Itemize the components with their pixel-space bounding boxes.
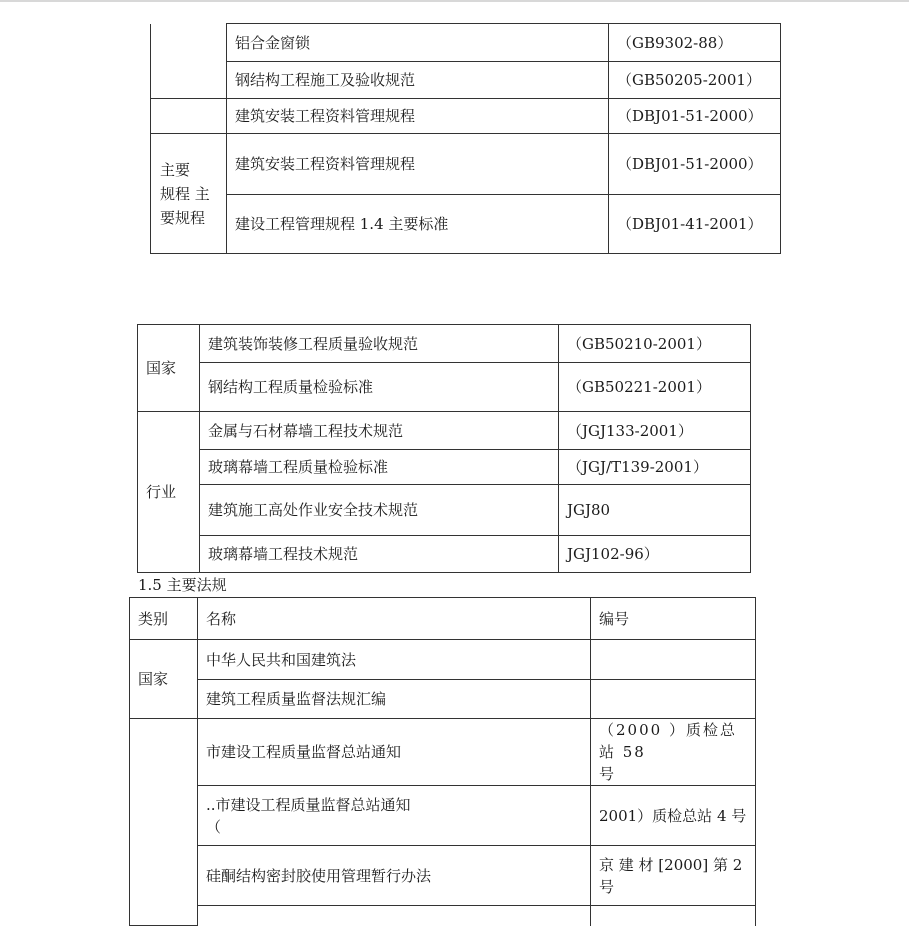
category-cell-empty [151, 24, 227, 99]
law-name [198, 906, 591, 926]
table-row [138, 412, 751, 450]
category-cell-empty [151, 99, 227, 134]
law-name: ..市建设工程质量监督总站通知 （ [198, 786, 591, 846]
table-row [130, 719, 756, 786]
standard-name: 建筑安装工程资料管理规程 [227, 134, 609, 195]
category-cell-empty [130, 719, 198, 926]
standard-name: 金属与石材幕墙工程技术规范 [200, 412, 559, 450]
regulations-table [150, 23, 781, 254]
page-top-rule [0, 0, 909, 2]
category-cell-national: 国家 [130, 640, 198, 719]
law-code: 2001）质检总站 4 号 [591, 786, 756, 846]
table-row [151, 62, 781, 99]
standard-code: （GB50221-2001） [559, 363, 751, 412]
standard-code: JGJ102-96） [559, 536, 751, 573]
table-row [151, 24, 781, 62]
table-row [130, 680, 756, 719]
standard-code: （DBJ01-51-2000） [609, 134, 781, 195]
standard-name: 玻璃幕墙工程技术规范 [200, 536, 559, 573]
table-row [151, 134, 781, 195]
header-name: 名称 [198, 598, 591, 640]
law-code [591, 640, 756, 680]
law-code: 京 建 材 [2000] 第 2 号 [591, 846, 756, 906]
standard-code: （GB9302-88） [609, 24, 781, 62]
standard-code: （DBJ01-41-2001） [609, 195, 781, 254]
standard-code: （GB50205-2001） [609, 62, 781, 99]
law-code: （2000 ）质检总站 58 号 [591, 719, 756, 786]
table-row [138, 485, 751, 536]
category-cell-industry: 行业 [138, 412, 200, 573]
standard-name: 玻璃幕墙工程质量检验标准 [200, 450, 559, 485]
standard-name: 建设工程管理规程 1.4 主要标准 [227, 195, 609, 254]
law-name: 硅酮结构密封胶使用管理暂行办法 [198, 846, 591, 906]
section-heading: 1.5 主要法规 [138, 576, 227, 594]
table-row [138, 536, 751, 573]
table-row [130, 906, 756, 926]
table-row [151, 99, 781, 134]
table-row [130, 786, 756, 846]
law-name: 市建设工程质量监督总站通知 [198, 719, 591, 786]
header-category: 类别 [130, 598, 198, 640]
law-code [591, 906, 756, 926]
category-cell-national: 国家 [138, 325, 200, 412]
standards-table [137, 324, 751, 573]
table-row [138, 325, 751, 363]
table-row [138, 363, 751, 412]
table-row [138, 450, 751, 485]
table-row [130, 640, 756, 680]
standard-name: 钢结构工程施工及验收规范 [227, 62, 609, 99]
standard-code: （DBJ01-51-2000） [609, 99, 781, 134]
standard-name: 建筑施工高处作业安全技术规范 [200, 485, 559, 536]
law-name: 建筑工程质量监督法规汇编 [198, 680, 591, 719]
standard-name: 铝合金窗锁 [227, 24, 609, 62]
standard-name: 建筑安装工程资料管理规程 [227, 99, 609, 134]
laws-table [129, 597, 756, 926]
table-row [130, 846, 756, 906]
standard-code: （JGJ133-2001） [559, 412, 751, 450]
standard-name: 钢结构工程质量检验标准 [200, 363, 559, 412]
standard-name: 建筑装饰装修工程质量验收规范 [200, 325, 559, 363]
header-code: 编号 [591, 598, 756, 640]
category-cell-main-regulations: 主要 规程 主 要规程 [151, 134, 227, 254]
standard-code: （GB50210-2001） [559, 325, 751, 363]
standard-code: JGJ80 [559, 485, 751, 536]
table-header-row [130, 598, 756, 640]
table-row [151, 195, 781, 254]
law-name: 中华人民共和国建筑法 [198, 640, 591, 680]
law-code [591, 680, 756, 719]
standard-code: （JGJ/T139-2001） [559, 450, 751, 485]
